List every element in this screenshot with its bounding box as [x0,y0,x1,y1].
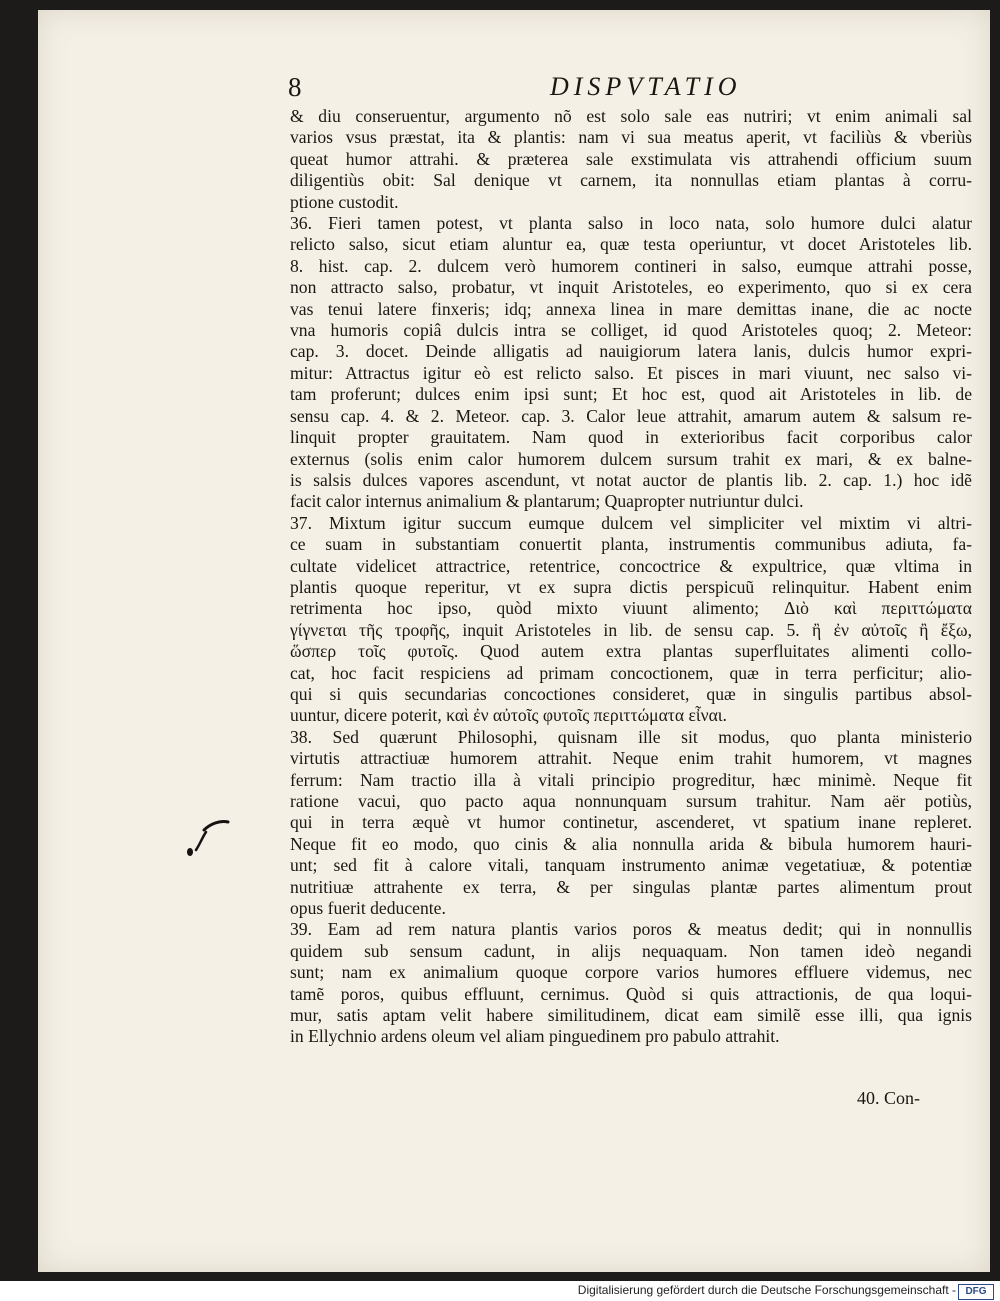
catchword: 40. Con- [857,1088,920,1108]
text-line: cap. 3. docet. Deinde alligatis ad nauigiorum latera lanis, dulcis humor expri- [290,341,972,362]
text-line: qui si quis secundarias concoctiones consideret, quæ in singulis partibus absol- [290,683,972,704]
text-line: 39. Eam ad rem natura plantis varios poros & meatus dedit; qui in nonnullis [290,919,972,940]
text-line: cat, hoc facit respiciens ad primam concoctionem, quæ in terra perficitur; alio- [290,662,972,683]
text-line: sunt; nam ex animalium quoque corpore varios humores effluere videmus, nec [290,962,972,983]
text-line: sensu cap. 4. & 2. Meteor. cap. 3. Calor leue attrahit, amarum autem & salsum re- [290,405,972,426]
text-line: ptione custodit. [290,191,399,212]
text-line: vas tenui latere finxeris; idq; annexa linea in mare demittas inane, die ac nocte [290,298,972,319]
text-line: ferrum: Nam tractio illa à vitali principio progreditur, hæc minimè. Neque fit [290,769,972,790]
text-line: diligentiùs obit: Sal denique vt carnem, ita nonnullas etiam plantas à corru- [290,170,972,191]
text-line: mitur: Attractus igitur eò est relicto salso. Et pisces in mari viuunt, nec salso vi- [290,362,972,383]
body-text [290,106,972,1048]
text-line: is salsis dulces vapores ascendunt, vt notat auctor de plantis lib. 2. cap. 1.) hoc idẽ [290,469,972,490]
text-line: ce suam in substantiam conuertit planta, instrumentis communibus adiuta, fa- [290,534,972,555]
text-line: 37. Mixtum igitur succum eumque dulcem vel simpliciter vel mixtim vi altri- [290,512,972,533]
text-line: plantis quoque reperitur, vt ex supra dictis perspicuũ relinquitur. Habent enim [290,576,972,597]
text-line: opus fuerit deducente. [290,898,446,919]
text-line: ὥσπερ τοῖς φυτοῖς. Quod autem extra plantas superfluitates alimenti collo- [290,641,972,662]
text-line: tam proferunt; dulces enim ipsi sunt; Et hoc est, quod ait Aristoteles in lib. de [290,384,972,405]
ink-mark [176,816,236,866]
text-line: Neque fit eo modo, quo cinis & alia nonnulla arida & bibula humorem hauri- [290,833,972,854]
text-line: & diu conseruentur, argumento nõ est solo sale eas nutriri; vt enim animali sal [290,106,972,126]
text-line: uuntur, dicere poterit, καὶ ἐν αὐτοῖς φυτοῖς περιττώματα εἶναι. [290,705,727,726]
text-line: nutritiuæ attrahente ex terra, & per singulas plantæ partes alimentum prout [290,876,972,897]
text-line: ratione vacui, quo pacto aqua nonnunquam sursum trahitur. Nam aër potiùs, [290,791,972,811]
text-line: 8. hist. cap. 2. dulcem verò humorem contineri in salso, eumque attrahi posse, [290,255,972,276]
text-line: linquit propter grauitatem. Nam quod in exterioribus facit corporibus calor [290,427,972,448]
text-line: externus (solis enim calor humorem dulcem sursum trahit ex mari, & ex balne- [290,448,972,469]
text-line: facit calor internus animalium & plantarum; Quapropter nutriuntur dulci. [290,491,804,512]
text-line: varios vsus præstat, ita & plantis: nam vi sua meatus aperit, vt faciliùs & vberiùs [290,127,972,148]
text-line: quidem sub sensum cadunt, in alijs nequaquam. Non tamen ideò negandi [290,940,972,961]
text-line: non attracto salso, probatur, vt inquit Aristoteles, eo experimento, quo si ex cera [290,277,972,298]
book-page [38,10,990,1272]
text-line: 36. Fieri tamen potest, vt planta salso in loco nata, solo humore dulci alatur [290,213,972,234]
text-line: cultate videlicet attractrice, retentrice, concoctrice & expultrice, quæ vltima in [290,555,972,576]
dfg-logo: DFG [958,1284,994,1300]
funding-credit: Digitalisierung gefördert durch die Deutsche Forschungsgemeinschaft - [577,1283,956,1297]
text-line: 38. Sed quærunt Philosophi, quisnam ille sit modus, quo planta ministerio [290,726,972,747]
text-line: qui in terra æquè vt humor continetur, ascenderet, vt spatium inane repleret. [290,812,972,833]
text-line: queat humor attrahi. & præterea sale exstimulata vis attrahendi officium suum [290,148,972,169]
text-line: mur, satis aptam velit habere similitudinem, dicat eam similẽ esse illi, qua ignis [290,1005,972,1026]
page-header [288,72,968,108]
text-line: unt; sed fit à calore vitali, tanquam instrumento animæ vegetatiuæ, & potentiæ [290,855,972,876]
digitization-footer [0,1281,1000,1301]
page-number: 8 [288,72,302,102]
text-line: retrimenta hoc ipso, quòd mixto viuunt alimento; Διὸ καὶ περιττώματα [290,598,972,619]
text-line: γίγνεται τῆς τροφῆς, inquit Aristoteles in lib. de sensu cap. 5. ἢ ἐν αὐτοῖς ἢ ἔξω, [290,619,972,640]
text-line: in Ellychnio ardens oleum vel aliam pinguedinem pro pabulo attrahit. [290,1026,780,1047]
text-line: virtutis attractiuæ humorem attrahit. Neque enim trahit humorem, vt magnes [290,748,972,769]
running-title: DISPVTATIO [550,72,742,101]
text-line: relicto salso, sicut etiam aluntur ea, quæ testa operiuntur, vt docet Aristoteles lib. [290,234,972,255]
text-line: tamẽ poros, quibus effluunt, cernimus. Quòd si quis attractionis, de qua loqui- [290,983,972,1004]
text-line: vna humoris copiâ dulcis intra se colliget, id quod Aristoteles quoq; 2. Meteor: [290,320,972,341]
